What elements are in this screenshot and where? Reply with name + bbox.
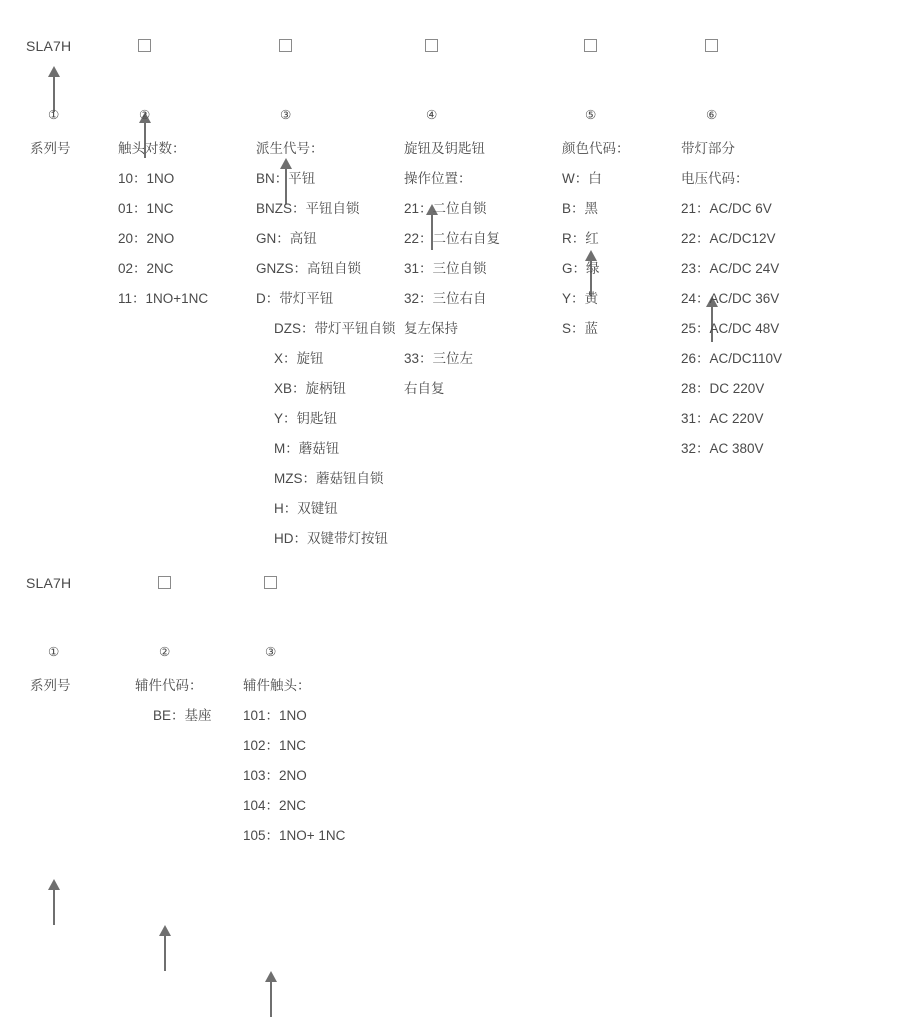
list-item: 20：2NO <box>118 231 175 246</box>
list-item: 33：三位左 <box>404 351 474 366</box>
list-item: GNZS：高钮自锁 <box>256 261 362 276</box>
column-series-number <box>30 134 71 164</box>
list-item: 01：1NC <box>118 201 174 216</box>
code-box-6[interactable] <box>705 39 718 52</box>
list-item: 10：1NO <box>118 171 175 186</box>
accessory-code-box-2[interactable] <box>158 576 171 589</box>
list-item: 101：1NO <box>243 708 307 723</box>
accessory-marker-1: ① <box>48 645 60 659</box>
list-item: 21：二位自锁 <box>404 201 487 216</box>
list-item: 28：DC 220V <box>681 381 765 396</box>
list-item: R：红 <box>562 231 599 246</box>
list-item: 21：AC/DC 6V <box>681 201 772 216</box>
column-title: 颜色代码： <box>562 141 630 156</box>
marker-3: ③ <box>280 108 292 122</box>
marker-1: ① <box>48 108 60 122</box>
list-item: 11：1NO+1NC <box>118 291 209 306</box>
list-item: 31：三位自锁 <box>404 261 487 276</box>
column-color-code <box>562 134 630 344</box>
list-item: 103：2NO <box>243 768 307 783</box>
list-item: S：蓝 <box>562 321 599 336</box>
accessory-marker-3: ③ <box>265 645 277 659</box>
list-item: HD：双键带灯按钮 <box>274 531 388 546</box>
list-item: 31：AC 220V <box>681 411 764 426</box>
accessory-column-contacts <box>243 671 345 851</box>
code-box-2[interactable] <box>138 39 151 52</box>
marker-4: ④ <box>426 108 438 122</box>
list-item: 102：1NC <box>243 738 307 753</box>
column-lamp-part <box>681 134 782 464</box>
model-code-label-accessory: SLA7H <box>26 575 72 591</box>
column-contact-pairs <box>118 134 208 314</box>
column-title: 带灯部分 <box>681 141 735 156</box>
column-knob-key-position <box>404 134 500 404</box>
list-item: 24：AC/DC 36V <box>681 291 780 306</box>
accessory-column-code <box>135 671 212 731</box>
list-item: 105：1NO+ 1NC <box>243 828 346 843</box>
code-box-5[interactable] <box>584 39 597 52</box>
column-subtitle: 操作位置： <box>404 171 472 186</box>
list-item: 104：2NC <box>243 798 307 813</box>
code-box-3[interactable] <box>279 39 292 52</box>
list-item: GN：高钮 <box>256 231 317 246</box>
list-item: Y：黄 <box>562 291 599 306</box>
list-item: D：带灯平钮 <box>256 291 334 306</box>
column-title: 触头对数： <box>118 141 186 156</box>
accessory-arrow-up-3 <box>260 971 282 1017</box>
column-title: 辅件触头： <box>243 678 311 693</box>
accessory-arrow-up-1 <box>43 879 65 925</box>
list-item: W：白 <box>562 171 602 186</box>
marker-5: ⑤ <box>585 108 597 122</box>
marker-6: ⑥ <box>706 108 718 122</box>
list-item: BE：基座 <box>153 708 212 723</box>
accessory-marker-2: ② <box>159 645 171 659</box>
column-title: 系列号 <box>30 141 71 156</box>
list-item: DZS：带灯平钮自锁 <box>274 321 396 336</box>
column-title: 系列号 <box>30 678 71 693</box>
column-subtitle: 电压代码： <box>681 171 749 186</box>
list-item: Y：钥匙钮 <box>274 411 338 426</box>
list-item: 32：三位右自 <box>404 291 487 306</box>
model-code-label-main: SLA7H <box>26 38 72 54</box>
column-title: 旋钮及钥匙钮 <box>404 141 485 156</box>
accessory-column-series-number <box>30 671 71 701</box>
code-box-4[interactable] <box>425 39 438 52</box>
marker-2: ② <box>139 108 151 122</box>
list-item: B：黑 <box>562 201 599 216</box>
list-item: 22：二位右自复 <box>404 231 501 246</box>
list-item: 25：AC/DC 48V <box>681 321 780 336</box>
accessory-arrow-up-2 <box>154 925 176 971</box>
arrow-up-1 <box>43 66 65 112</box>
list-item: 23：AC/DC 24V <box>681 261 780 276</box>
column-title: 辅件代码： <box>135 678 203 693</box>
column-derivative-code <box>256 134 396 554</box>
list-item: G：绿 <box>562 261 600 276</box>
list-item: XB：旋柄钮 <box>274 381 347 396</box>
list-item: M：蘑菇钮 <box>274 441 340 456</box>
list-item: BN：平钮 <box>256 171 316 186</box>
column-title: 派生代号： <box>256 141 324 156</box>
accessory-code-box-3[interactable] <box>264 576 277 589</box>
list-item: 02：2NC <box>118 261 174 276</box>
list-item: 26：AC/DC110V <box>681 351 783 366</box>
list-item: 复左保持 <box>404 321 458 336</box>
list-item: 32：AC 380V <box>681 441 764 456</box>
list-item: 右自复 <box>404 381 445 396</box>
list-item: 22：AC/DC12V <box>681 231 776 246</box>
list-item: BNZS：平钮自锁 <box>256 201 360 216</box>
list-item: H：双键钮 <box>274 501 338 516</box>
list-item: MZS：蘑菇钮自锁 <box>274 471 384 486</box>
list-item: X：旋钮 <box>274 351 324 366</box>
